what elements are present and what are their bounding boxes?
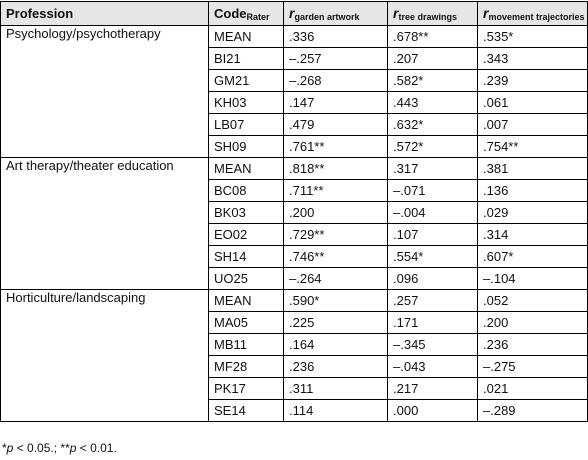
r-tree-cell: .096 bbox=[388, 268, 478, 290]
r-movement-cell: .007 bbox=[478, 114, 588, 136]
r-movement-cell: .052 bbox=[478, 290, 588, 312]
r-garden-cell: .746** bbox=[284, 246, 388, 268]
r-tree-cell: –.043 bbox=[388, 356, 478, 378]
rater-code-cell: MA05 bbox=[209, 312, 284, 334]
r-garden-cell: .311 bbox=[284, 378, 388, 400]
r-movement-cell: .239 bbox=[478, 70, 588, 92]
r-tree-cell: –.071 bbox=[388, 180, 478, 202]
rater-code-cell: MEAN bbox=[209, 26, 284, 48]
r-movement-cell: –.275 bbox=[478, 356, 588, 378]
table-row bbox=[1, 26, 588, 48]
rater-code-cell: UO25 bbox=[209, 268, 284, 290]
rater-code-cell: MF28 bbox=[209, 356, 284, 378]
r-movement-cell: .754** bbox=[478, 136, 588, 158]
r-tree-cell: –.345 bbox=[388, 334, 478, 356]
r-movement-cell: –.104 bbox=[478, 268, 588, 290]
header-row bbox=[1, 2, 588, 26]
table-row bbox=[1, 290, 588, 312]
rater-code-cell: SH09 bbox=[209, 136, 284, 158]
r-garden-cell: –.268 bbox=[284, 70, 388, 92]
rater-code-cell: SH14 bbox=[209, 246, 284, 268]
r-tree-cell: .000 bbox=[388, 400, 478, 422]
r-tree-cell: .678** bbox=[388, 26, 478, 48]
r-tree-cell: .317 bbox=[388, 158, 478, 180]
r-movement-cell: .029 bbox=[478, 202, 588, 224]
r-tree-cell: .217 bbox=[388, 378, 478, 400]
profession-cell: Psychology/psychotherapy bbox=[1, 26, 209, 158]
rater-code-cell: PK17 bbox=[209, 378, 284, 400]
r-movement-cell: .200 bbox=[478, 312, 588, 334]
header-r-tree: $r_{tree drawings}$ bbox=[388, 2, 478, 26]
r-garden-cell: .729** bbox=[284, 224, 388, 246]
r-tree-cell: .572* bbox=[388, 136, 478, 158]
r-movement-cell: –.289 bbox=[478, 400, 588, 422]
rater-code-cell: SE14 bbox=[209, 400, 284, 422]
r-garden-cell: –.264 bbox=[284, 268, 388, 290]
r-garden-cell: .590* bbox=[284, 290, 388, 312]
r-garden-cell: .236 bbox=[284, 356, 388, 378]
header-r-movement: $r_{movement trajectories}$ bbox=[478, 2, 588, 26]
r-garden-cell: .336 bbox=[284, 26, 388, 48]
r-movement-cell: .381 bbox=[478, 158, 588, 180]
header-r-garden: $r_{garden artwork}$ bbox=[284, 2, 388, 26]
r-garden-cell: –.257 bbox=[284, 48, 388, 70]
r-movement-cell: .607* bbox=[478, 246, 588, 268]
r-movement-cell: .021 bbox=[478, 378, 588, 400]
r-garden-cell: .818** bbox=[284, 158, 388, 180]
profession-cell: Horticulture/landscaping bbox=[1, 290, 209, 422]
r-tree-cell: .443 bbox=[388, 92, 478, 114]
r-movement-cell: .535* bbox=[478, 26, 588, 48]
rater-code-cell: BI21 bbox=[209, 48, 284, 70]
rater-code-cell: BK03 bbox=[209, 202, 284, 224]
r-garden-cell: .114 bbox=[284, 400, 388, 422]
r-movement-cell: .343 bbox=[478, 48, 588, 70]
r-movement-cell: .314 bbox=[478, 224, 588, 246]
rater-code-cell: LB07 bbox=[209, 114, 284, 136]
r-tree-cell: .582* bbox=[388, 70, 478, 92]
r-tree-cell: .554* bbox=[388, 246, 478, 268]
header-code: Code$_{Rater}$ bbox=[209, 2, 284, 26]
r-movement-cell: .236 bbox=[478, 334, 588, 356]
r-garden-cell: .479 bbox=[284, 114, 388, 136]
rater-code-cell: EO02 bbox=[209, 224, 284, 246]
r-garden-cell: .225 bbox=[284, 312, 388, 334]
rater-code-cell: MEAN bbox=[209, 290, 284, 312]
table-body bbox=[1, 26, 588, 422]
rater-code-cell: GM21 bbox=[209, 70, 284, 92]
r-tree-cell: .257 bbox=[388, 290, 478, 312]
significance-footnote: *p < 0.05.; **p < 0.01. bbox=[2, 441, 117, 455]
rater-code-cell: MEAN bbox=[209, 158, 284, 180]
r-tree-cell: .171 bbox=[388, 312, 478, 334]
r-garden-cell: .164 bbox=[284, 334, 388, 356]
rater-code-cell: MB11 bbox=[209, 334, 284, 356]
rater-code-cell: KH03 bbox=[209, 92, 284, 114]
table-row bbox=[1, 158, 588, 180]
r-tree-cell: .207 bbox=[388, 48, 478, 70]
profession-cell: Art therapy/theater education bbox=[1, 158, 209, 290]
r-tree-cell: –.004 bbox=[388, 202, 478, 224]
r-movement-cell: .136 bbox=[478, 180, 588, 202]
rater-code-cell: BC08 bbox=[209, 180, 284, 202]
header-profession: Profession bbox=[1, 2, 209, 26]
r-tree-cell: .632* bbox=[388, 114, 478, 136]
r-garden-cell: .761** bbox=[284, 136, 388, 158]
r-garden-cell: .711** bbox=[284, 180, 388, 202]
r-movement-cell: .061 bbox=[478, 92, 588, 114]
r-tree-cell: .107 bbox=[388, 224, 478, 246]
r-garden-cell: .147 bbox=[284, 92, 388, 114]
r-garden-cell: .200 bbox=[284, 202, 388, 224]
correlation-table bbox=[0, 1, 588, 422]
